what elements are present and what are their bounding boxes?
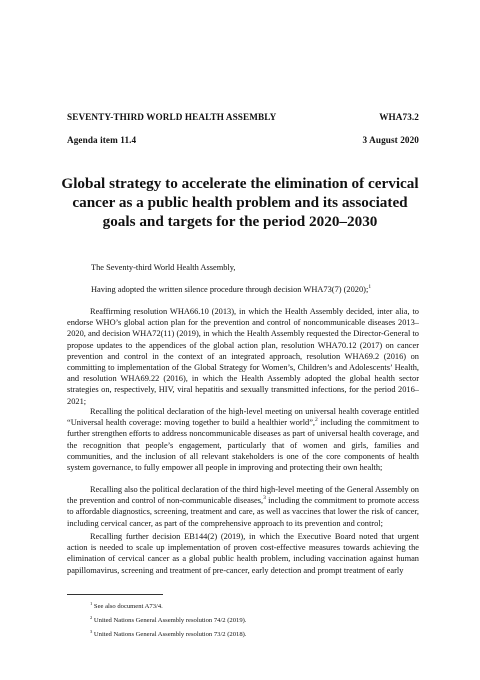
resolution-title: Global strategy to accelerate the elimination of cervical cancer as a public health problem and its associated goals and targets for the period 2020–2030: [61, 175, 419, 230]
assembly-heading: SEVENTY-THIRD WORLD HEALTH ASSEMBLY: [67, 112, 277, 122]
footnote-text: See also document A73/4.: [93, 603, 163, 610]
paragraph-recalling-uhc: [67, 406, 419, 473]
preamble-opening: The Seventy-third World Health Assembly,: [91, 263, 236, 272]
paragraph-text: Recalling the political declaration of the high-level meeting on universal health coverage entitled “Universal health coverage: moving together to build a healthier world”,: [67, 407, 419, 428]
footnote-divider: [67, 594, 163, 595]
agenda-item: Agenda item 11.4: [67, 135, 137, 145]
footnote-number: 1: [90, 600, 93, 606]
footnote-2: [90, 614, 247, 625]
paragraph-text: including the commitment to further strengthen efforts to address noncommunicable diseases as part of universal health coverage, and the recognition that people’s engagement, particularly that of women and girls, families and communities, and the inclusion of all relevant stakeholders is one of the core components of health system governance, to fully empower all people in improving and protecting their own health;: [67, 418, 419, 473]
footnote-ref: 3: [263, 495, 266, 502]
paragraph-reaffirming: Reaffirming resolution WHA66.10 (2013), in which the Health Assembly decided, inter alia, to endorse WHO’s global action plan for the prevention and control of noncommunicable diseases 2013–2020, and decision WHA72(11) (2019), in which the Health Assembly requested the Director-General to propose updates to the appendices of the global action plan, resolution WHA70.12 (2017) on cancer prevention and control in the context of an integrated approach, resolution WHA69.2 (2016) on committing to implementation of the Global Strategy for Women’s, Children’s and Adolescents’ Health, and resolution WHA69.22 (2016), in which the Health Assembly adopted the global health sector strategies on, respectively, HIV, viral hepatitis and sexually transmitted infections, for the period 2016–2021;: [67, 307, 419, 406]
paragraph-text: Recalling also the political declaration of the third high-level meeting of the General Assembly on the prevention and control of non-communicable diseases,: [67, 485, 419, 506]
paragraph-silence-procedure: [67, 284, 419, 295]
footnote-text: United Nations General Assembly resolution 73/2 (2018).: [93, 631, 247, 638]
footnote-ref: 2: [315, 417, 318, 424]
footnote-text: United Nations General Assembly resolution 74/2 (2019).: [93, 617, 247, 624]
footnote-ref: 1: [368, 284, 372, 291]
paragraph-text: including the commitment to promote access to affordable diagnostics, screening, treatment and care, as well as vaccines that lower the risk of cancer, including cervical cancer, as part of the comprehensive approach to its prevention and control;: [67, 496, 420, 528]
resolution-date: 3 August 2020: [362, 135, 419, 145]
paragraph-recalling-eb144: Recalling further decision EB144(2) (2019), in which the Executive Board noted that urgent action is needed to scale up implementation of proven cost-effective measures towards achieving the elimination of cervical cancer as a global public health problem, including vaccination against human papillomavirus, screening and treatment of pre-cancer, early detection and prompt treatment of early: [67, 532, 419, 575]
resolution-number: WHA73.2: [379, 112, 419, 122]
paragraph-text: Having adopted the written silence procedure through decision WHA73(7) (2020);: [91, 285, 369, 294]
footnote-number: 2: [90, 614, 93, 620]
footnote-3: [90, 628, 247, 639]
paragraph-recalling-ncd: [67, 484, 419, 529]
footnote-number: 3: [90, 628, 93, 634]
footnote-1: [90, 600, 163, 611]
